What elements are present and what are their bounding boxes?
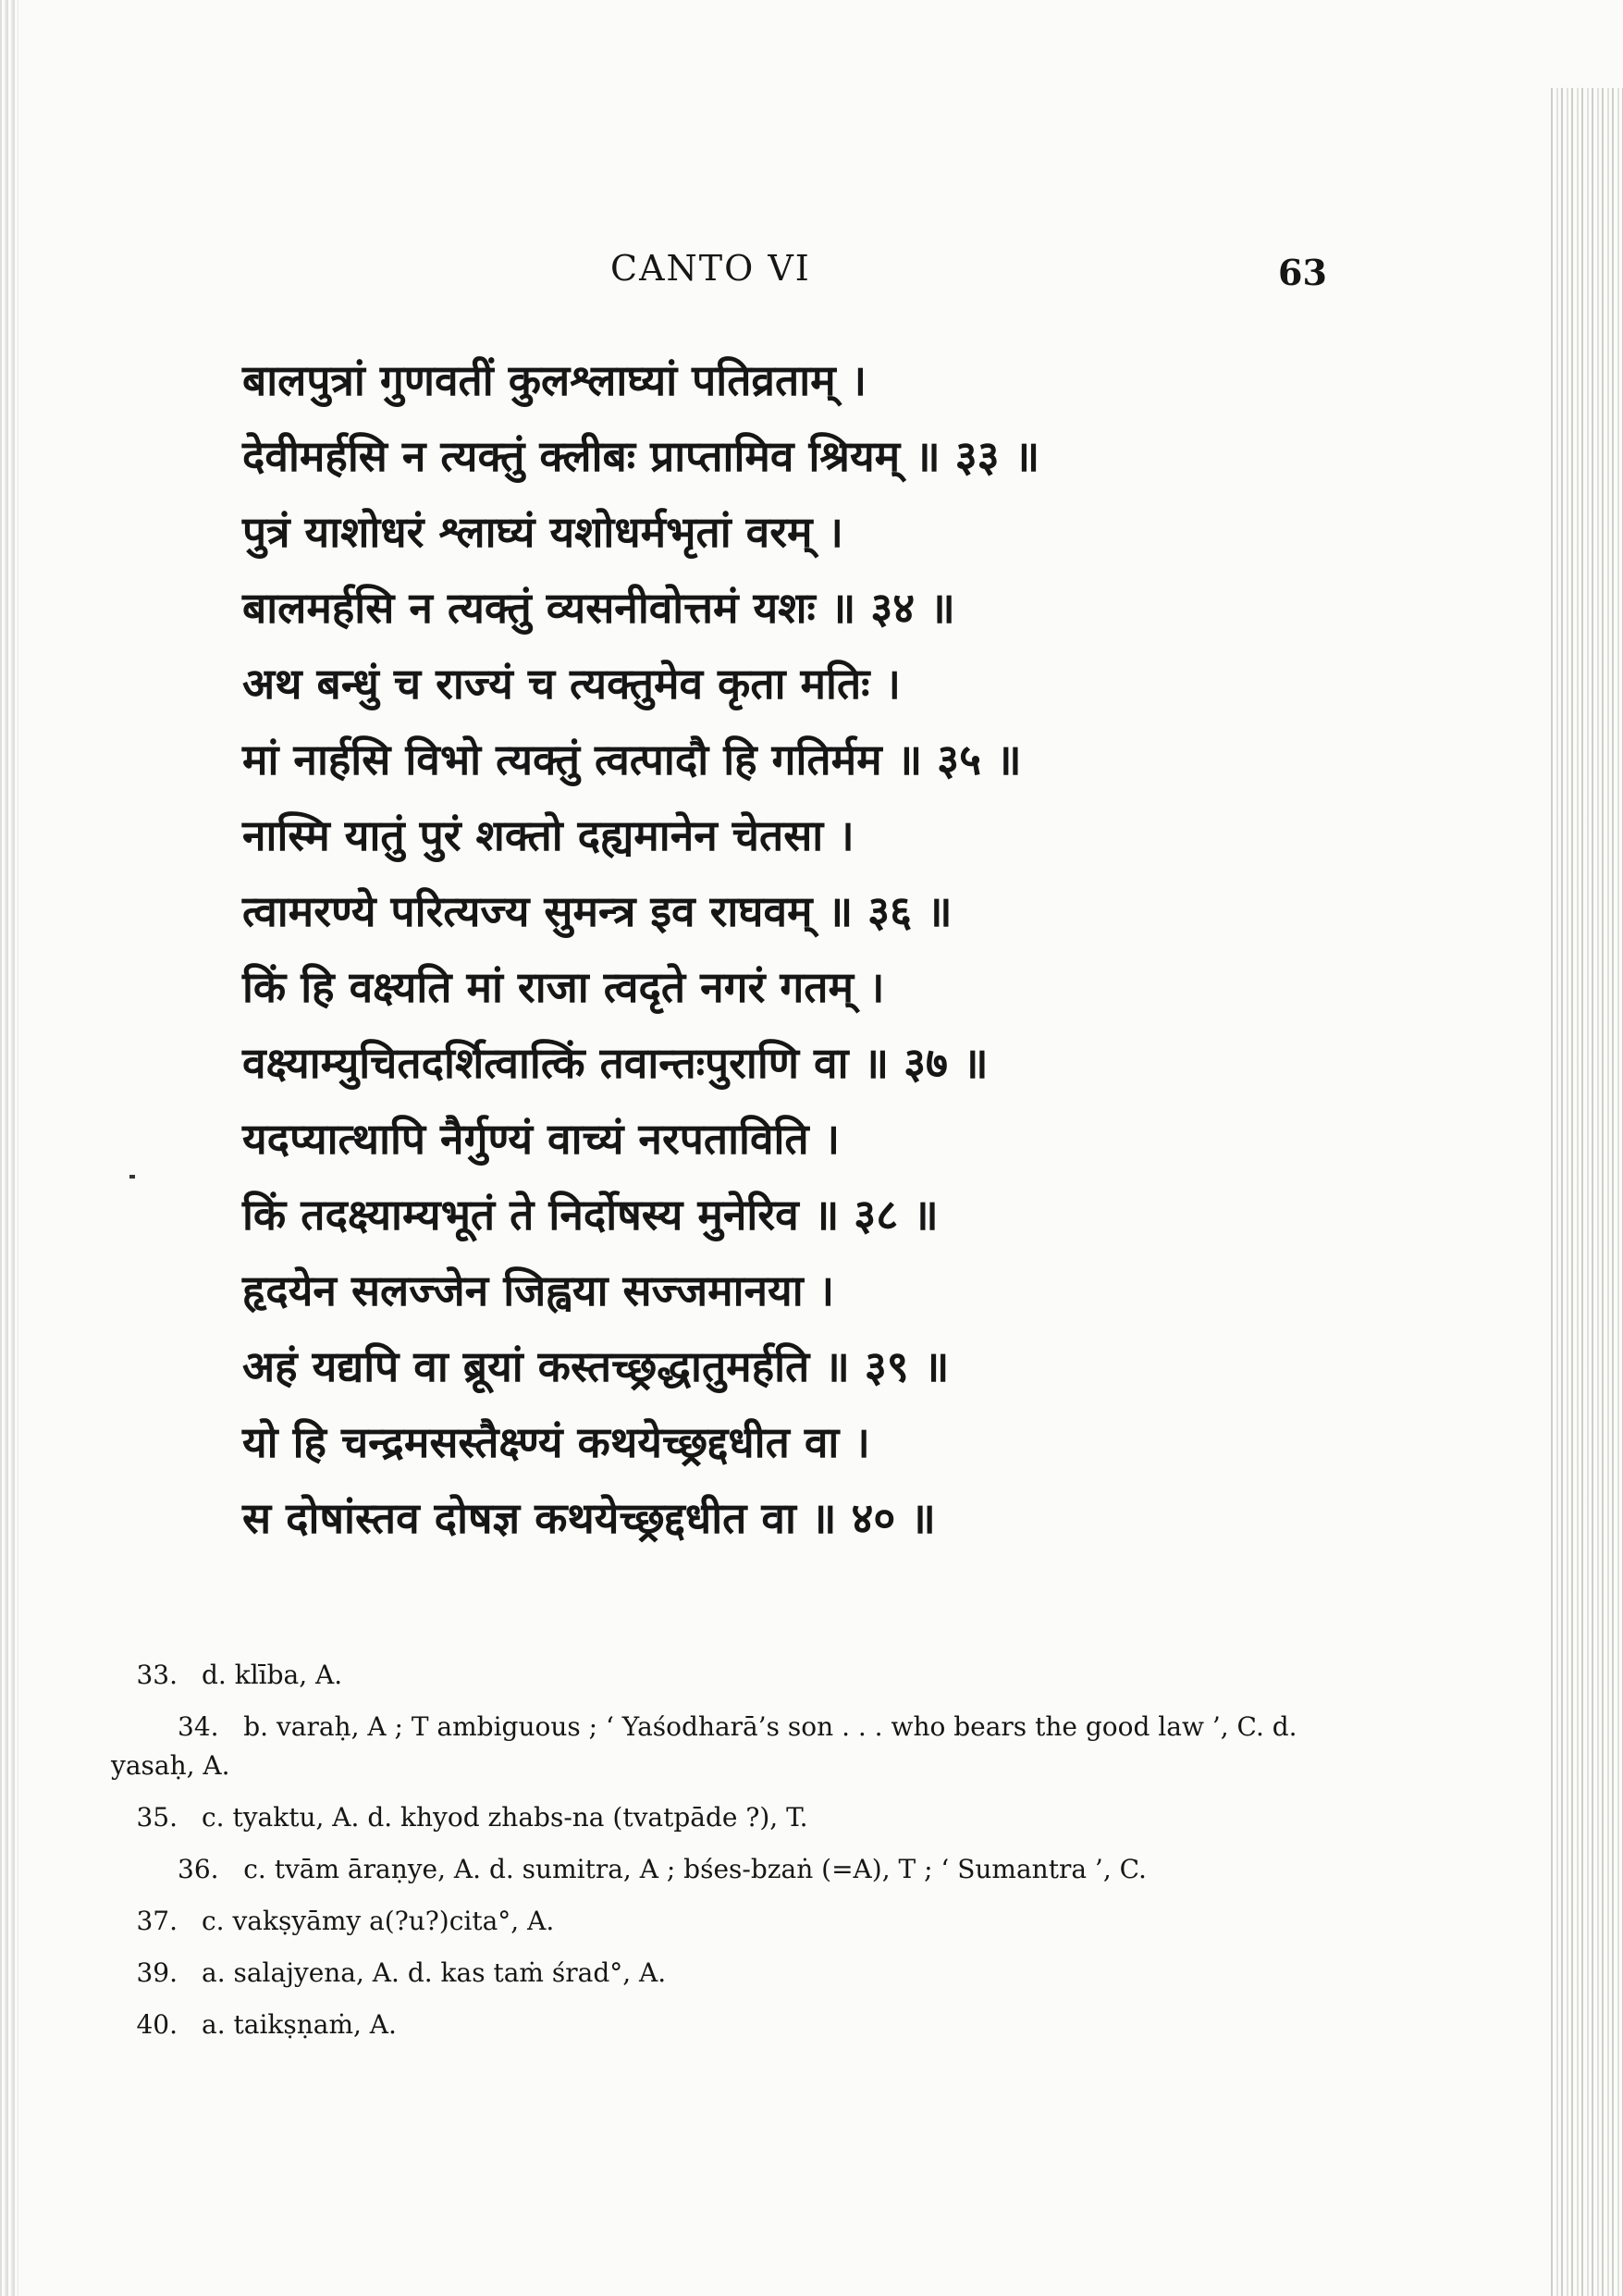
footnote — [111, 1954, 1313, 1993]
scan-left-edge — [0, 0, 18, 2296]
verse-line: वक्ष्याम्युचितदर्शित्वात्किं तवान्तःपुराणि वा ॥ ३७ ॥ — [242, 1038, 989, 1088]
verse-line: हृदयेन सलज्जेन जिह्वया सज्जमानया । — [242, 1265, 835, 1315]
verse-line: मां नार्हसि विभो त्यक्तुं त्वत्पादौ हि गतिर्मम ॥ ३५ ॥ — [242, 734, 1022, 784]
footnote-text: a. taikṣṇaṁ, A. — [202, 2009, 397, 2040]
footnote-text: a. salajyena, A. d. kas taṁ śrad°, A. — [202, 1957, 667, 1988]
footnote-text: c. tyaktu, A. d. khyod zhabs-na (tvatpāde ?), T. — [202, 1802, 808, 1833]
running-title: CANTO VI — [610, 248, 811, 289]
footnote — [111, 1850, 1313, 1889]
footnote-text: c. vakṣyāmy a(?u?)cita°, A. — [202, 1906, 555, 1936]
footnote-number: 40. — [136, 2009, 178, 2040]
verse-line: किं तदक्ष्याम्यभूतं ते निर्दोषस्य मुनेरिव ॥ ३८ ॥ — [242, 1190, 939, 1240]
footnote-text: c. tvām āraṇye, A. d. sumitra, A ; bśes-bzaṅ (=A), T ; ‘ Sumantra ’, C. — [243, 1854, 1147, 1884]
verse-line: यो हि चन्द्रमसस्तैक्ष्ण्यं कथयेच्छ्रद्दधीत वा । — [242, 1417, 870, 1467]
verse-line: अहं यद्यपि वा ब्रूयां कस्तच्छ्रद्धातुमर्हति ॥ ३९ ॥ — [242, 1341, 950, 1391]
footnote-number: 36. — [178, 1854, 219, 1884]
verse-block — [242, 342, 1315, 1556]
verse-line: बालमर्हसि न त्यक्तुं व्यसनीवोत्तमं यशः ॥ ३४ ॥ — [242, 583, 955, 633]
footnote — [111, 1798, 1313, 1837]
footnote-number: 34. — [178, 1711, 219, 1742]
footnote — [111, 2006, 1313, 2044]
verse-line: किं हि वक्ष्यति मां राजा त्वदृते नगरं गतम् । — [242, 962, 885, 1012]
footnote — [111, 1708, 1313, 1785]
footnotes — [111, 1656, 1313, 2057]
verse-line: त्वामरण्ये परित्यज्य सुमन्त्र इव राघवम् ॥ ३६ ॥ — [242, 886, 953, 936]
verse-line: स दोषांस्तव दोषज्ञ कथयेच्छ्रद्दधीत वा ॥ ४० ॥ — [242, 1493, 936, 1543]
verse-line: अथ बन्धुं च राज्यं च त्यक्तुमेव कृता मतिः । — [242, 659, 901, 709]
footnote-number: 35. — [136, 1802, 178, 1833]
verse-line: बालपुत्रां गुणवतीं कुलश्लाघ्यां पतिव्रताम् । — [242, 355, 867, 405]
footnote-number: 33. — [136, 1660, 178, 1690]
stray-ink-mark — [129, 1175, 135, 1179]
footnote-number: 39. — [136, 1957, 178, 1988]
running-head — [111, 248, 1327, 303]
footnote-text: d. klība, A. — [202, 1660, 343, 1690]
footnote-text: b. varaḥ, A ; T ambiguous ; ‘ Yaśodharā’s son . . . who bears the good law ’, C. d. yasaḥ, A. — [111, 1711, 1297, 1781]
verse-line: देवीमर्हसि न त्यक्तुं क्लीबः प्राप्तामिव श्रियम् ॥ ३३ ॥ — [242, 431, 1040, 481]
page-number: 63 — [1278, 252, 1327, 293]
verse-line: नास्मि यातुं पुरं शक्तो दह्यमानेन चेतसा । — [242, 810, 855, 860]
footnote — [111, 1656, 1313, 1695]
footnote — [111, 1902, 1313, 1941]
verse-line: पुत्रं याशोधरं श्लाघ्यं यशोधर्मभृतां वरम् । — [242, 507, 843, 557]
footnote-number: 37. — [136, 1906, 178, 1936]
verse-line: यदप्यात्थापि नैर्गुण्यं वाच्यं नरपताविति । — [242, 1114, 841, 1164]
scan-right-edge — [1551, 88, 1623, 2296]
